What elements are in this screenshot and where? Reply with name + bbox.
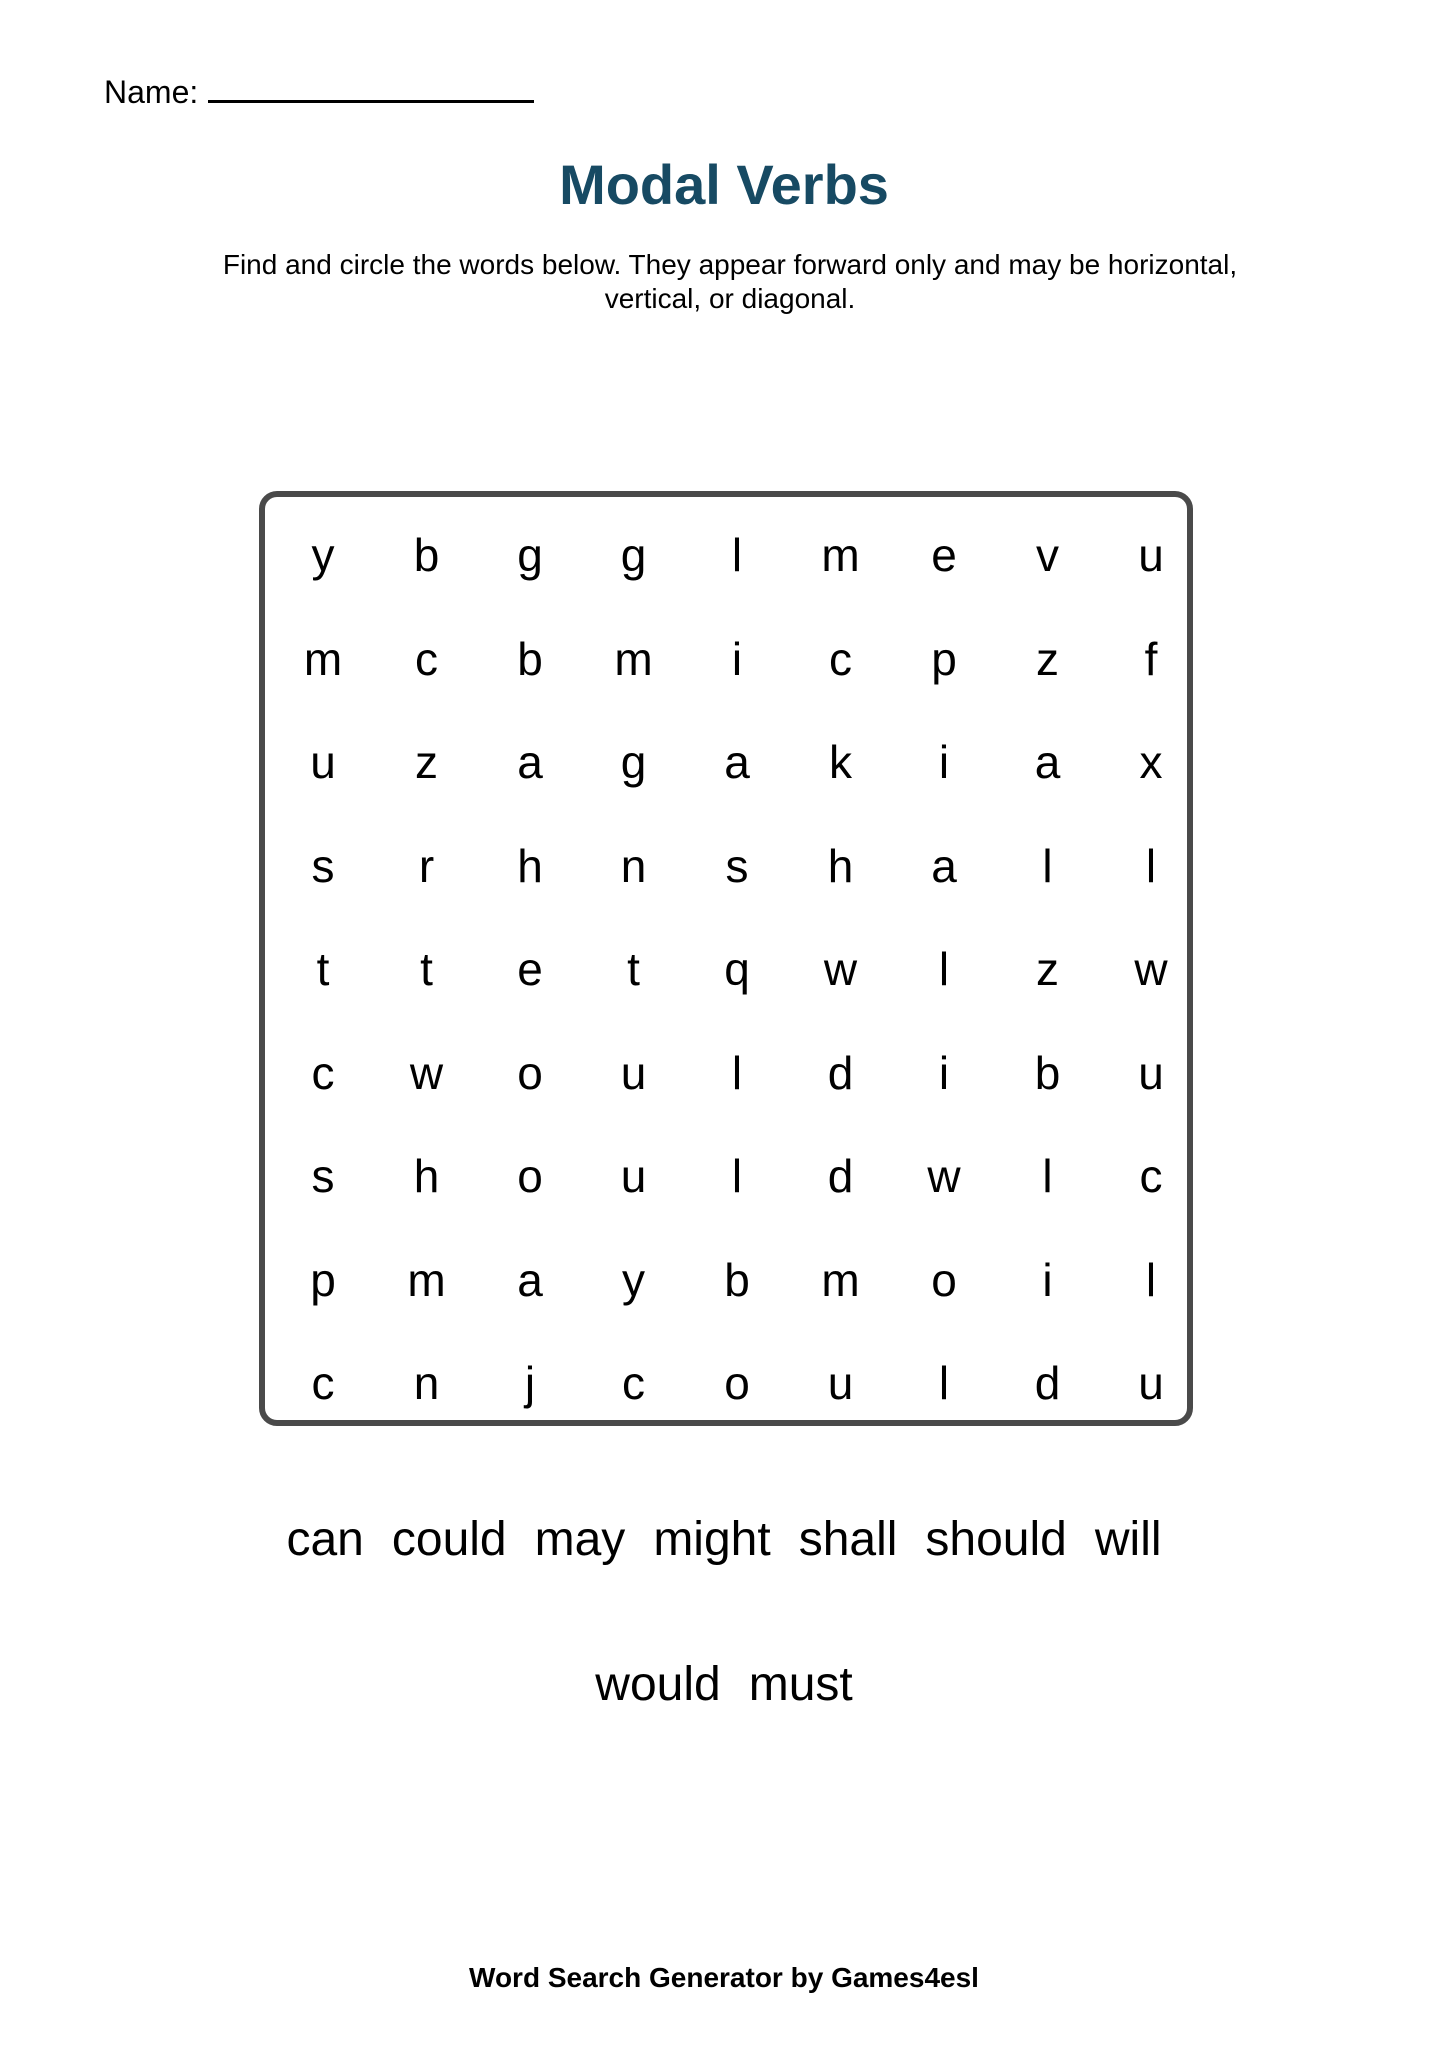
grid-letter[interactable]: i	[731, 632, 743, 685]
grid-letter[interactable]: l	[938, 943, 950, 995]
grid-letter[interactable]: i	[1042, 1253, 1053, 1306]
grid-letter[interactable]: a	[517, 1253, 543, 1306]
name-blank-line[interactable]	[208, 70, 534, 103]
grid-letter[interactable]: o	[724, 1357, 750, 1409]
grid-letter[interactable]: j	[524, 1357, 536, 1409]
grid-letter[interactable]: m	[303, 632, 343, 685]
grid-letter[interactable]: b	[413, 529, 440, 581]
grid-letter[interactable]: d	[827, 1046, 854, 1099]
grid-letter[interactable]: a	[931, 839, 957, 892]
word-bank-item: can	[286, 1513, 364, 1566]
grid-letter[interactable]: s	[311, 1150, 335, 1202]
grid-letter[interactable]: a	[724, 736, 750, 788]
word-bank-item: would	[595, 1658, 721, 1711]
grid-letter[interactable]: l	[1042, 1150, 1053, 1202]
grid-letter[interactable]: w	[409, 1046, 444, 1099]
grid-letter[interactable]: l	[938, 1357, 950, 1409]
grid-letter[interactable]: y	[311, 529, 335, 581]
grid-letter[interactable]: l	[731, 1150, 743, 1202]
grid-letter[interactable]: u	[1138, 529, 1164, 581]
grid-letter[interactable]: a	[1034, 736, 1061, 788]
grid-letter[interactable]: c	[1139, 1150, 1163, 1202]
grid-letter[interactable]: d	[1034, 1357, 1061, 1409]
grid-letter[interactable]: b	[1034, 1046, 1061, 1099]
instructions: Find and circle the words below. They appear forward only and may be horizontal, vertical, or diagonal.	[222, 249, 1238, 314]
grid-letter[interactable]: l	[731, 529, 743, 581]
grid-letter[interactable]: w	[927, 1150, 961, 1202]
footer-credit: Word Search Generator by Games4esl	[469, 1962, 979, 1993]
word-bank-item: shall	[798, 1513, 898, 1566]
grid-letter[interactable]: p	[310, 1253, 336, 1306]
grid-letter[interactable]: z	[1036, 632, 1059, 685]
grid-letter[interactable]: u	[1138, 1046, 1164, 1099]
grid-letter[interactable]: b	[517, 632, 543, 685]
grid-letter[interactable]: u	[1138, 1357, 1164, 1409]
word-bank-item: might	[653, 1513, 771, 1566]
grid-letter[interactable]: l	[1042, 839, 1053, 892]
grid-letter[interactable]: h	[413, 1150, 440, 1202]
grid-letter[interactable]: r	[418, 839, 435, 892]
grid-letter[interactable]: g	[620, 736, 647, 788]
grid-letter[interactable]: h	[827, 839, 854, 892]
grid-letter[interactable]: c	[829, 632, 852, 685]
grid-letter[interactable]: t	[316, 943, 330, 995]
letter-grid	[265, 497, 1187, 1420]
word-bank-item: will	[1094, 1513, 1162, 1566]
grid-letter[interactable]: z	[1036, 943, 1059, 995]
grid-letter[interactable]: m	[614, 632, 653, 685]
grid-letter[interactable]: c	[311, 1357, 335, 1409]
grid-letter[interactable]: h	[517, 839, 543, 892]
grid-letter[interactable]: o	[517, 1046, 543, 1099]
grid-letter[interactable]: k	[829, 736, 852, 788]
grid-letter[interactable]: y	[622, 1253, 645, 1306]
grid-letter[interactable]: o	[517, 1150, 543, 1202]
grid-letter[interactable]: c	[622, 1357, 645, 1409]
grid-letter[interactable]: l	[731, 1046, 743, 1099]
grid-letter[interactable]: s	[725, 839, 749, 892]
grid-letter[interactable]: u	[827, 1357, 854, 1409]
grid-letter[interactable]: p	[931, 632, 957, 685]
grid-letter[interactable]: w	[1134, 943, 1168, 995]
grid-letter[interactable]: i	[938, 1046, 950, 1099]
grid-letter[interactable]: t	[627, 943, 640, 995]
grid-letter[interactable]: t	[420, 943, 433, 995]
grid-letter[interactable]: d	[827, 1150, 854, 1202]
word-bank-item: should	[925, 1513, 1067, 1566]
grid-letter[interactable]: f	[1144, 632, 1158, 685]
grid-letter[interactable]: o	[931, 1253, 957, 1306]
grid-letter[interactable]: u	[620, 1150, 647, 1202]
grid-letter[interactable]: m	[407, 1253, 446, 1306]
word-bank-item: must	[748, 1658, 853, 1711]
grid-letter[interactable]: e	[517, 943, 543, 995]
grid-letter[interactable]: m	[821, 1253, 860, 1306]
grid-letter[interactable]: v	[1036, 529, 1059, 581]
grid-letter[interactable]: a	[517, 736, 543, 788]
grid-letter[interactable]: e	[931, 529, 957, 581]
worksheet-title: Modal Verbs	[559, 153, 889, 216]
grid-letter[interactable]: l	[1145, 839, 1157, 892]
grid-letter[interactable]: u	[310, 736, 336, 788]
grid-letter[interactable]: c	[311, 1046, 335, 1099]
grid-letter[interactable]: g	[517, 529, 543, 581]
grid-letter[interactable]: n	[620, 839, 647, 892]
name-label: Name:	[104, 74, 199, 110]
grid-letter[interactable]: b	[724, 1253, 750, 1306]
word-bank-row-1	[0, 1510, 1448, 1570]
word-bank-row-2	[0, 1655, 1448, 1715]
word-bank-item: could	[391, 1513, 507, 1566]
grid-letter[interactable]: z	[415, 736, 438, 788]
grid-letter[interactable]: g	[620, 529, 647, 581]
grid-letter[interactable]: i	[938, 736, 950, 788]
grid-letter[interactable]: c	[415, 632, 438, 685]
grid-letter[interactable]: l	[1145, 1253, 1157, 1306]
word-bank-item: may	[534, 1513, 626, 1566]
word-search-grid	[259, 491, 1193, 1426]
grid-letter[interactable]: m	[821, 529, 860, 581]
name-row	[104, 70, 534, 114]
grid-letter[interactable]: w	[823, 943, 858, 995]
grid-letter[interactable]: u	[620, 1046, 647, 1099]
grid-letter[interactable]: n	[413, 1357, 440, 1409]
grid-letter[interactable]: q	[724, 943, 750, 995]
grid-letter[interactable]: s	[311, 839, 335, 892]
grid-letter[interactable]: x	[1139, 736, 1163, 788]
